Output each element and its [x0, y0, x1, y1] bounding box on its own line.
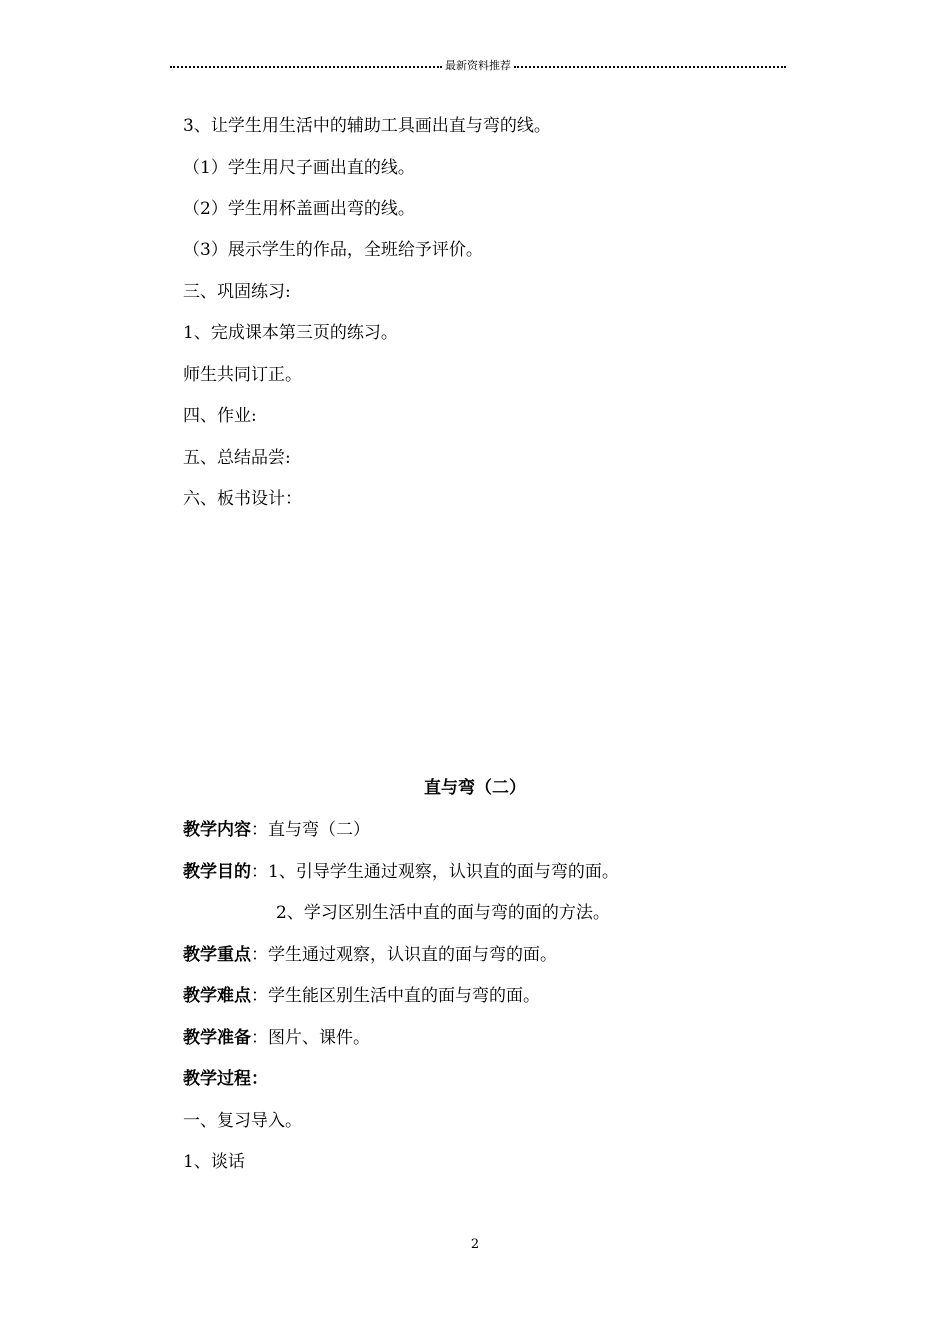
lesson-goal-1: 1、引导学生通过观察，认识直的面与弯的面。: [268, 862, 619, 882]
lesson-key-value: 学生通过观察，认识直的面与弯的面。: [268, 945, 557, 965]
section-heading: 四、作业:: [183, 406, 257, 426]
paragraph-line: （3）展示学生的作品，全班给予评价。: [183, 240, 483, 260]
lesson-title: 直与弯（二）: [424, 778, 526, 798]
lesson-content-label: 教学内容: [183, 820, 251, 840]
lesson-difficulty-value: 学生能区别生活中直的面与弯的面。: [268, 986, 540, 1006]
lesson-key-label: 教学重点: [183, 945, 251, 965]
page-header: [170, 57, 786, 75]
lesson-prep-label: 教学准备: [183, 1028, 251, 1048]
colon: ：: [251, 986, 268, 1006]
lesson-prep-value: 图片、课件。: [268, 1028, 370, 1048]
paragraph-line: （2）学生用杯盖画出弯的线。: [183, 199, 415, 219]
colon: ：: [251, 1069, 268, 1089]
header-label: 最新资料推荐: [445, 59, 511, 72]
section-heading: 六、板书设计：: [183, 489, 302, 509]
section-heading: 五、总结品尝:: [183, 448, 291, 468]
lesson-process-label: 教学过程: [183, 1069, 251, 1089]
paragraph-line: 师生共同订正。: [183, 365, 302, 385]
colon: ：: [251, 1028, 268, 1048]
lesson-goal-2: 2、学习区别生活中直的面与弯的面的方法。: [276, 903, 610, 923]
lesson-prep-row: [183, 1026, 370, 1050]
header-dotted-rule-left: [170, 66, 442, 68]
colon: ：: [251, 820, 268, 840]
colon: ：: [251, 862, 268, 882]
paragraph-line: （1）学生用尺子画出直的线。: [183, 158, 415, 178]
lesson-content-row: [183, 818, 370, 842]
lesson-process-row: [183, 1067, 268, 1091]
paragraph-line: 1、谈话: [183, 1152, 245, 1172]
lesson-difficulty-row: [183, 984, 540, 1008]
lesson-goal-label: 教学目的: [183, 862, 251, 882]
page-number: 2: [470, 1237, 480, 1252]
lesson-difficulty-label: 教学难点: [183, 986, 251, 1006]
paragraph-line: 3、让学生用生活中的辅助工具画出直与弯的线。: [183, 116, 551, 136]
section-heading: 一、复习导入。: [183, 1111, 302, 1131]
paragraph-line: 1、完成课本第三页的练习。: [183, 323, 398, 343]
header-dotted-rule-right: [514, 66, 786, 68]
section-heading: 三、巩固练习:: [183, 282, 291, 302]
lesson-key-row: [183, 943, 557, 967]
colon: ：: [251, 945, 268, 965]
lesson-goal-row: [183, 860, 619, 884]
lesson-content-value: 直与弯（二）: [268, 820, 370, 840]
